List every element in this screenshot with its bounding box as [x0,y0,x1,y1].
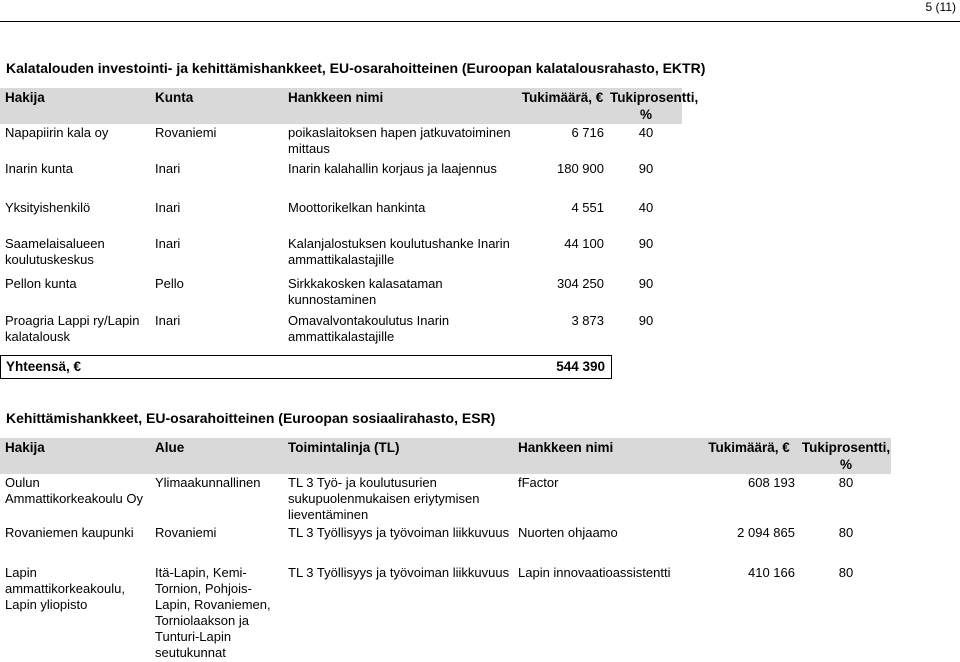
cell-hakija: Rovaniemen kaupunki [5,525,134,540]
col-header: Tukimäärä, € [697,438,801,474]
cell-tuki: 44 100 [564,236,604,251]
cell-alue: Ylimaakunnallinen [155,475,261,490]
section1-title: Kalatalouden investointi- ja kehittämishankkeet, EU-osarahoitteinen (Euroopan kalatalousrahasto, EKTR) [6,60,706,76]
col-header: Tukimäärä, € [515,88,610,124]
cell-kunta: Inari [155,236,181,251]
cell-tuki: 2 094 865 [737,525,795,540]
cell-hanke: Inarin kalahallin korjaus ja laajennus [288,161,497,176]
cell-pros: 90 [638,276,654,291]
table-row [0,124,682,160]
cell-hanke: Nuorten ohjaamo [518,525,618,540]
cell-kunta: Rovaniemi [155,125,217,140]
col-header: Hakija [0,88,150,124]
cell-tuki: 608 193 [748,475,795,490]
cell-kunta: Inari [155,313,181,328]
col-header: Kunta [150,88,283,124]
cell-pros: 40 [638,125,654,140]
cell-hanke: Lapin innovaatioassistentti [518,565,671,580]
empty-cell [891,438,960,474]
cell-kunta: Pello [155,276,184,291]
section2-title: Kehittämishankkeet, EU-osarahoitteinen (Euroopan sosiaalirahasto, ESR) [6,410,496,426]
esr-table [0,438,960,662]
table-row [0,160,682,199]
table-header-row [0,88,682,124]
cell-tuki: 4 551 [571,200,604,215]
page-number: 5 (11) [925,0,956,14]
cell-tuki: 304 250 [557,276,604,291]
cell-hakija: Napapiirin kala oy [5,125,109,140]
empty-cell [891,524,960,564]
cell-tuki: 410 166 [748,565,795,580]
col-header: Hankkeen nimi [513,438,697,474]
empty-cell [891,474,960,524]
cell-tuki: 6 716 [571,125,604,140]
table-header-row [0,438,960,474]
col-header: Alue [150,438,283,474]
cell-hakija: Inarin kunta [5,161,73,176]
total-label: Yhteensä, € [6,359,82,374]
cell-alue: Rovaniemi [155,525,217,540]
cell-pros: 80 [838,475,854,490]
table-row [0,199,682,235]
table-row [0,312,682,352]
cell-tl: TL 3 Työ- ja koulutusurien sukupuolenmukaisen eriytymisen lieventäminen [288,475,480,522]
cell-pros: 90 [638,161,654,176]
cell-hakija: Oulun Ammattikorkeakoulu Oy [5,475,143,506]
table-row [0,524,960,564]
cell-hanke: Omavalvontakoulutus Inarin ammattikalastajille [288,313,450,344]
cell-pros: 80 [838,565,854,580]
cell-hakija: Proagria Lappi ry/Lapin kalatalousk [5,313,140,344]
cell-tuki: 3 873 [571,313,604,328]
ektr-table [0,88,699,352]
col-header: Hankkeen nimi [283,88,515,124]
cell-pros: 40 [638,200,654,215]
col-header: Tukiprosentti, % [801,440,891,472]
cell-kunta: Inari [155,161,181,176]
cell-tl: TL 3 Työllisyys ja työvoiman liikkuvuus [288,565,510,580]
cell-pros: 80 [838,525,854,540]
cell-hakija: Lapin ammattikorkeakoulu, Lapin yliopisto [5,565,125,612]
cell-hakija: Saamelaisalueen koulutuskeskus [5,236,105,267]
cell-alue: Itä-Lapin, Kemi-Tornion, Pohjois-Lapin, Rovaniemen, Torniolaakson ja Tunturi-Lapin seutukunnat [155,565,271,660]
table-row [0,275,682,312]
empty-cell [891,564,960,662]
table-row [0,235,682,275]
cell-hakija: Pellon kunta [5,276,77,291]
cell-hanke: Sirkkakosken kalasataman kunnostaminen [288,276,443,307]
total-value: 544 390 [556,359,605,374]
header-rule [0,21,960,22]
cell-tl: TL 3 Työllisyys ja työvoiman liikkuvuus [288,525,510,540]
cell-hanke: Kalanjalostuksen koulutushanke Inarin ammattikalastajille [288,236,510,267]
col-header: Tukiprosentti, % [610,90,699,122]
cell-hanke: poikaslaitoksen hapen jatkuvatoiminen mittaus [288,125,511,156]
cell-pros: 90 [638,313,654,328]
cell-tuki: 180 900 [557,161,604,176]
cell-hakija: Yksityishenkilö [5,200,91,215]
table-row [0,564,960,662]
cell-hanke: Moottorikelkan hankinta [288,200,426,215]
cell-kunta: Inari [155,200,181,215]
col-header: Toimintalinja (TL) [283,438,513,474]
cell-hanke: fFactor [518,475,559,490]
cell-pros: 90 [638,236,654,251]
total-box [0,355,612,379]
col-header: Hakija [0,438,150,474]
table-row [0,474,960,524]
